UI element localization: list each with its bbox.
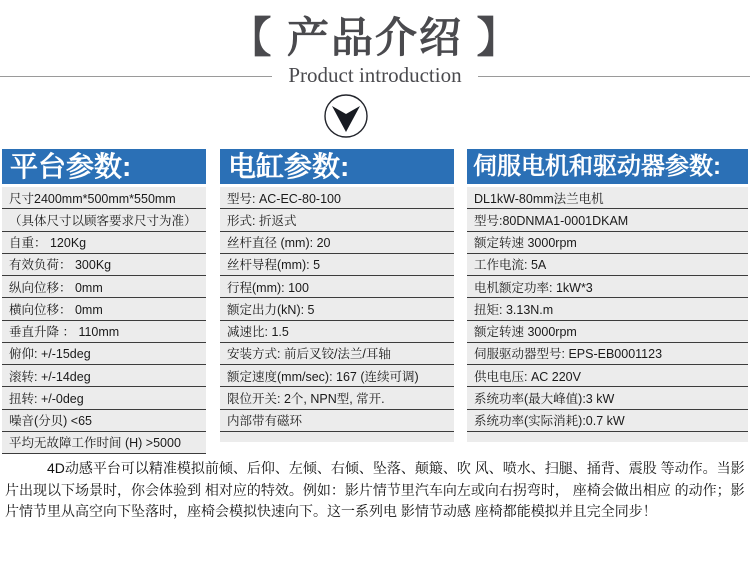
param-row: 自重： 120Kg xyxy=(2,232,206,254)
param-row: 扭矩: 3.13N.m xyxy=(467,298,748,320)
param-row: 额定转速 3000rpm xyxy=(467,232,748,254)
parameter-columns xyxy=(2,149,748,454)
param-row: 型号: AC-EC-80-100 xyxy=(220,187,454,209)
down-arrow-circle-icon xyxy=(323,93,369,139)
column-title: 伺服电机和驱动器参数: xyxy=(467,149,748,184)
column-title: 电缸参数: xyxy=(220,149,454,184)
param-column-3 xyxy=(467,149,748,442)
param-column-1 xyxy=(2,149,206,454)
param-row: 尺寸2400mm*500mm*550mm xyxy=(2,187,206,209)
param-row: 工作电流: 5A xyxy=(467,254,748,276)
param-row: 行程(mm): 100 xyxy=(220,276,454,298)
page-subtitle: Product introduction xyxy=(272,63,477,88)
param-row: 内部带有磁环 xyxy=(220,410,454,432)
param-row: 伺服驱动器型号: EPS-EB0001123 xyxy=(467,343,748,365)
param-row: 丝杆直径 (mm): 20 xyxy=(220,232,454,254)
param-row: 电机额定功率: 1kW*3 xyxy=(467,276,748,298)
param-row: 噪音(分贝) <65 xyxy=(2,410,206,432)
param-row: 安装方式: 前后叉铰/法兰/耳轴 xyxy=(220,343,454,365)
param-row: 供电电压: AC 220V xyxy=(467,365,748,387)
page-title: 【 产品介绍 】 xyxy=(229,14,521,61)
param-row: 额定转速 3000rpm xyxy=(467,321,748,343)
param-row: 有效负荷： 300Kg xyxy=(2,254,206,276)
param-row: 系统功率(最大峰值):3 kW xyxy=(467,387,748,409)
param-row: 限位开关: 2个, NPN型, 常开. xyxy=(220,387,454,409)
param-row: 减速比: 1.5 xyxy=(220,321,454,343)
param-row: 形式: 折返式 xyxy=(220,209,454,231)
param-row: 额定出力(kN): 5 xyxy=(220,298,454,320)
param-row: 型号:80DNMA1-0001DKAM xyxy=(467,209,748,231)
param-column-2 xyxy=(220,149,454,442)
param-row: 滚转: +/-14deg xyxy=(2,365,206,387)
column-title: 平台参数: xyxy=(2,149,206,184)
param-row: 丝杆导程(mm): 5 xyxy=(220,254,454,276)
param-row: 垂直升降 ： 110mm xyxy=(2,321,206,343)
param-rows xyxy=(467,187,748,442)
param-row: DL1kW-80mm法兰电机 xyxy=(467,187,748,209)
param-row: 系统功率(实际消耗):0.7 kW xyxy=(467,410,748,432)
description-paragraph: 4D动感平台可以精准模拟前倾、后仰、左倾、右倾、坠落、颠簸、吹 风、喷水、扫腿、捅背、震股 等动作。当影片出现以下场景时，你会体验到 相对应的特效。例如：影片情节里汽车向左或向右拐弯时， 座椅会做出相应 的动作；影片情节里从高空向下坠落时，座椅会模拟快速向下。这一系列电 影情节动感 座椅都能模拟并且完全同步！ xyxy=(5,460,745,519)
subtitle-row xyxy=(0,63,750,89)
param-row: （具体尺寸以顾客要求尺寸为准） xyxy=(2,209,206,231)
param-row: 额定速度(mm/sec): 167 (连续可调) xyxy=(220,365,454,387)
param-row: 平均无故障工作时间 (H) >5000 xyxy=(2,432,206,454)
param-rows xyxy=(2,187,206,454)
param-rows xyxy=(220,187,454,442)
param-row: 俯仰: +/-15deg xyxy=(2,343,206,365)
param-row: 扭转: +/-0deg xyxy=(2,387,206,409)
param-row: 横向位移： 0mm xyxy=(2,298,206,320)
param-row: 纵向位移： 0mm xyxy=(2,276,206,298)
